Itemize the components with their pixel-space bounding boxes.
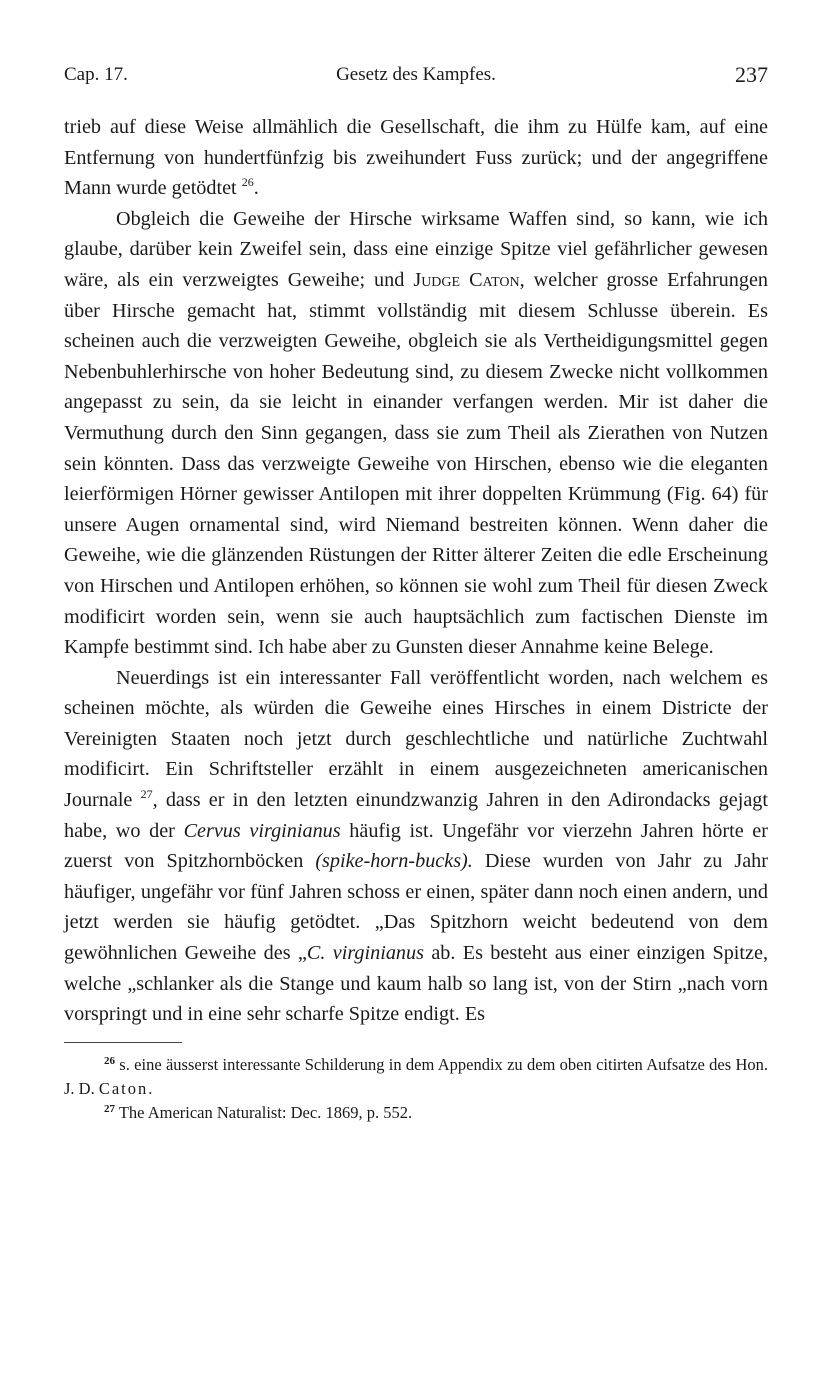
footnotes bbox=[64, 1053, 768, 1125]
footnote-27-mark: 27 bbox=[104, 1102, 115, 1115]
page-number: 237 bbox=[735, 62, 768, 87]
footnote-26 bbox=[64, 1053, 768, 1101]
footnote-ref-27[interactable]: 27 bbox=[140, 787, 153, 802]
species-name-abbrev: C. virginianus bbox=[306, 942, 424, 965]
paragraph-3 bbox=[64, 663, 768, 1030]
paragraph-2-text-b: , welcher grosse Erfahrungen über Hirsche gemacht hat, stimmt vollständig mit diesem Schlusse überein. Es scheinen auch die verzweigten Geweihe, obgleich sie als Vertheidigungsmittel gegen Nebenbuhlerhirsche von hoher Bedeutung sind, zu diesem Zwecke nicht vollkommen angepasst zu sein, da sie leicht in einander verfangen werden. Mir ist daher die Vermuthung durch den Sinn gegangen, dass sie zum Theil als Zierathen von Nutzen sein könnten. Dass das verzweigte Geweihe von Hirschen, ebenso wie die eleganten leierförmigen Hörner gewisser Antilopen mit ihrer doppelten Krümmung (Fig. 64) für unsere Augen ornamental sind, wird Niemand bestreiten können. Wenn daher die Geweihe, wie die glänzenden Rüstungen der Ritter älterer Zeiten die edle Erscheinung von Hirschen und Antilopen erhöhen, so können sie wohl zum Theil für diesen Zweck modificirt worden sein, wenn sie auch hauptsächlich zum factischen Dienste im Kampfe bestimmt sind. Ich habe aber zu Gunsten dieser Annahme keine Belege. bbox=[64, 268, 768, 659]
judge-caton-name: Judge Caton bbox=[413, 268, 520, 291]
footnote-27 bbox=[64, 1101, 768, 1125]
footnote-27-text: The American Naturalist: Dec. 1869, p. 552. bbox=[115, 1102, 413, 1122]
paragraph-3-text-e: ab. Es besteht aus einer einzigen Spitze, welche „schlanker als die Stange und kaum halb so lang ist, von der Stirn „nach vorn vorspringt und in eine sehr scharfe Spitze endigt. Es bbox=[64, 942, 768, 1026]
body-text bbox=[64, 112, 768, 1030]
paragraph-1 bbox=[64, 112, 768, 204]
paragraph-3-text-c: häufig ist. Ungefähr vor vierzehn Jahren hörte er zuerst von Spitzhornböcken bbox=[64, 819, 768, 873]
paragraph-3-text-b: , dass er in den letzten einundzwanzig Jahren in den Adirondacks gejagt habe, wo der bbox=[64, 789, 769, 842]
running-title: Gesetz des Kampfes. bbox=[336, 64, 496, 85]
book-page bbox=[64, 58, 768, 1125]
chapter-label: Cap. 17. bbox=[64, 64, 128, 85]
paragraph-2-text-a: Obgleich die Geweihe der Hirsche wirksame Waffen sind, so kann, wie ich glaube, darüber kein Zweifel sein, dass eine einzige Spitze viel gefährlicher gewesen wäre, als ein verzweigtes Geweihe; und bbox=[64, 207, 768, 291]
footnote-26-text: s. eine äusserst interessante Schilderung in dem Appendix zu dem oben citirten Aufsatze des Hon. J. D. bbox=[64, 1054, 768, 1098]
footnote-ref-26[interactable]: 26 bbox=[241, 175, 254, 190]
running-head bbox=[64, 58, 768, 92]
paragraph-3-text-a: Neuerdings ist ein interessanter Fall veröffentlicht worden, nach welchem es scheinen möchte, als würden die Geweihe eines Hirsches in einem Districte der Vereinigten Staaten noch jetzt durch geschlechtliche und natürliche Zuchtwahl modificirt. Ein Schriftsteller erzählt in einem ausgezeichneten americanischen Journale bbox=[64, 666, 768, 812]
paragraph-3-text-d: Diese wurden von Jahr zu Jahr häufiger, ungefähr vor fünf Jahren schoss er einen, später dann noch einen andern, und jetzt werden sie häufig getödtet. „Das Spitzhorn weicht bedeutend von dem gewöhnlichen Geweihe des „ bbox=[64, 850, 769, 965]
footnote-26-mark: 26 bbox=[104, 1054, 115, 1067]
footnote-26-name: Caton bbox=[98, 1078, 149, 1098]
species-name: Cervus virginianus bbox=[183, 819, 341, 842]
paragraph-2 bbox=[64, 204, 768, 663]
english-term: (spike-horn-bucks). bbox=[315, 850, 473, 873]
footnote-divider bbox=[64, 1042, 182, 1043]
paragraph-1-end: . bbox=[253, 177, 259, 200]
paragraph-1-text: trieb auf diese Weise allmählich die Gesellschaft, die ihm zu Hülfe kam, auf eine Entfernung von hundertfünfzig bis zweihundert Fuss zurück; und der angegriffene Mann wurde getödtet bbox=[64, 116, 768, 200]
footnote-26-end: . bbox=[148, 1078, 153, 1098]
